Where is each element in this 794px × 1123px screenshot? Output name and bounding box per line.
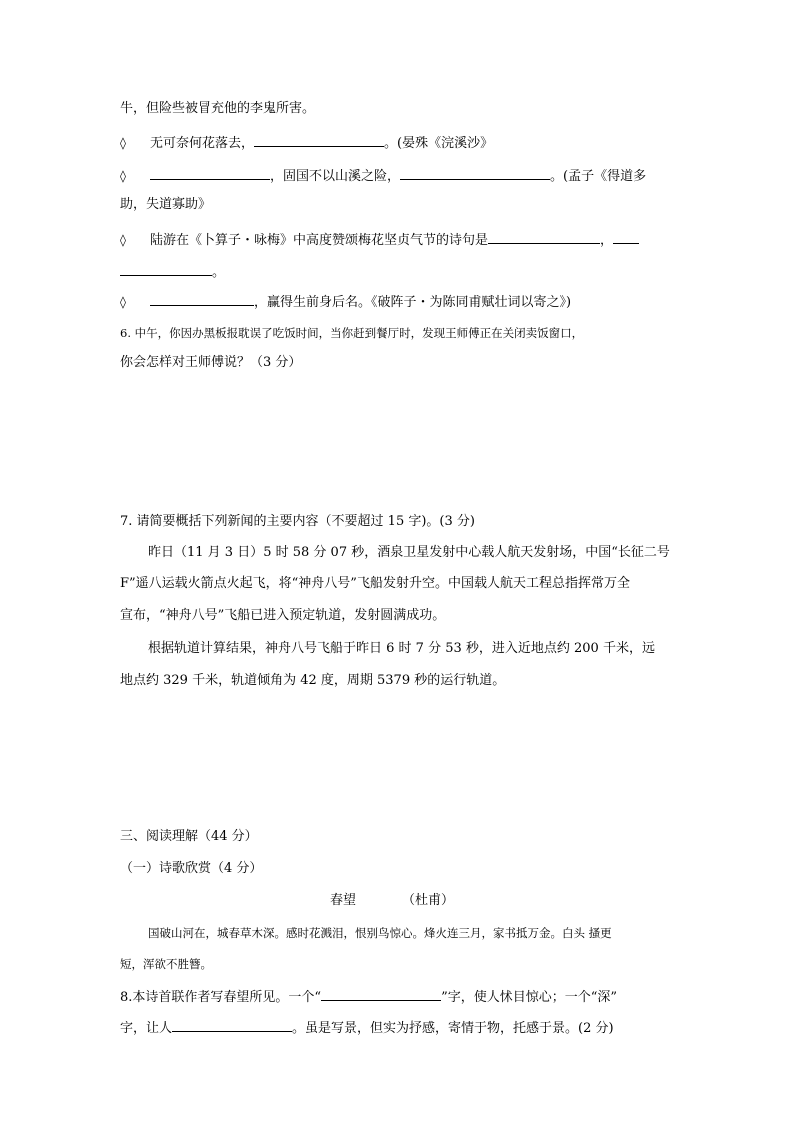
q7-paragraph-1-line-1: 昨日（11 月 3 日）5 时 58 分 07 秒，酒泉卫星发射中心载人航天发射场，中国“长征二号 — [148, 545, 670, 560]
dictation-item-2: ◊ ，固国不以山溪之险， 。(孟子《得道多 — [120, 166, 646, 186]
q7-paragraph-1-line-3: 宣布，“神舟八号”飞船已进入预定轨道，发射圆满成功。 — [120, 608, 446, 623]
poem-line-2: 短，浑欲不胜簪。 — [120, 957, 212, 971]
answer-blank[interactable] — [120, 262, 212, 276]
q8-line-2: 字，让人 。虽是写景，但实为抒感，寄情于物，托感于景。(2 分) — [120, 1018, 614, 1038]
bullet-diamond-icon: ◊ — [120, 169, 126, 183]
poem-line-1: 国破山河在，城春草木深。感时花溅泪，恨别鸟惊心。烽火连三月，家书抵万金。白头 搔更 — [148, 926, 612, 940]
bullet-diamond-icon: ◊ — [120, 136, 126, 150]
poem-title: 春望 — [330, 893, 357, 908]
poem-heading — [330, 892, 454, 910]
q6-line-2: 你会怎样对王师傅说？（3 分） — [120, 355, 302, 370]
answer-blank[interactable] — [321, 987, 441, 1001]
dictation-item-3: ◊ 陆游在《卜算子・咏梅》中高度赞颂梅花坚贞气节的诗句是 ， — [120, 230, 639, 250]
answer-blank[interactable] — [254, 133, 384, 147]
dictation-item-2-cont: 助，失道寡助》 — [120, 197, 212, 212]
bullet-diamond-icon: ◊ — [120, 295, 126, 309]
q7-paragraph-2-line-1: 根据轨道计算结果，神舟八号飞船于昨日 6 时 7 分 53 秒，进入近地点约 200 千米，远 — [148, 641, 655, 656]
bullet-diamond-icon: ◊ — [120, 233, 126, 247]
answer-blank[interactable] — [488, 230, 600, 244]
q7-paragraph-2-line-2: 地点约 329 千米，轨道倾角为 42 度，周期 5379 秒的运行轨道。 — [120, 673, 506, 688]
q7-title: 7. 请简要概括下列新闻的主要内容（不要超过 15 字)。(3 分) — [120, 514, 475, 529]
poem-author: （杜甫） — [402, 893, 455, 908]
answer-blank[interactable] — [400, 166, 550, 180]
answer-blank[interactable] — [172, 1018, 292, 1032]
answer-blank[interactable] — [150, 292, 254, 306]
section-3-title: 三、阅读理解（44 分） — [120, 829, 258, 844]
answer-blank[interactable] — [613, 230, 639, 244]
dictation-item-1: ◊ 无可奈何花落去， 。(晏殊《浣溪沙》 — [120, 133, 493, 153]
q6-line-1: 6. 中午，你因办黑板报耽误了吃饭时间，当你赶到餐厅时，发现王师傅正在关闭卖饭窗口， — [120, 326, 584, 340]
dictation-continued-line: 牛，但险些被冒充他的李鬼所害。 — [120, 101, 316, 116]
dictation-item-4: ◊ ，赢得生前身后名。《破阵子・为陈同甫赋壮词以寄之》) — [120, 292, 571, 312]
q8-line-1: 8.本诗首联作者写春望所见。一个“ ”字，使人怵目惊心；一个“深” — [120, 987, 617, 1007]
section-3-subtitle: （一）诗歌欣赏（4 分） — [120, 861, 263, 876]
dictation-item-3-cont: 。 — [120, 262, 225, 282]
answer-blank[interactable] — [150, 166, 270, 180]
q7-paragraph-1-line-2: F”遥八运载火箭点火起飞，将“神舟八号”飞船发射升空。中国载人航天工程总指挥常万全 — [120, 576, 630, 591]
